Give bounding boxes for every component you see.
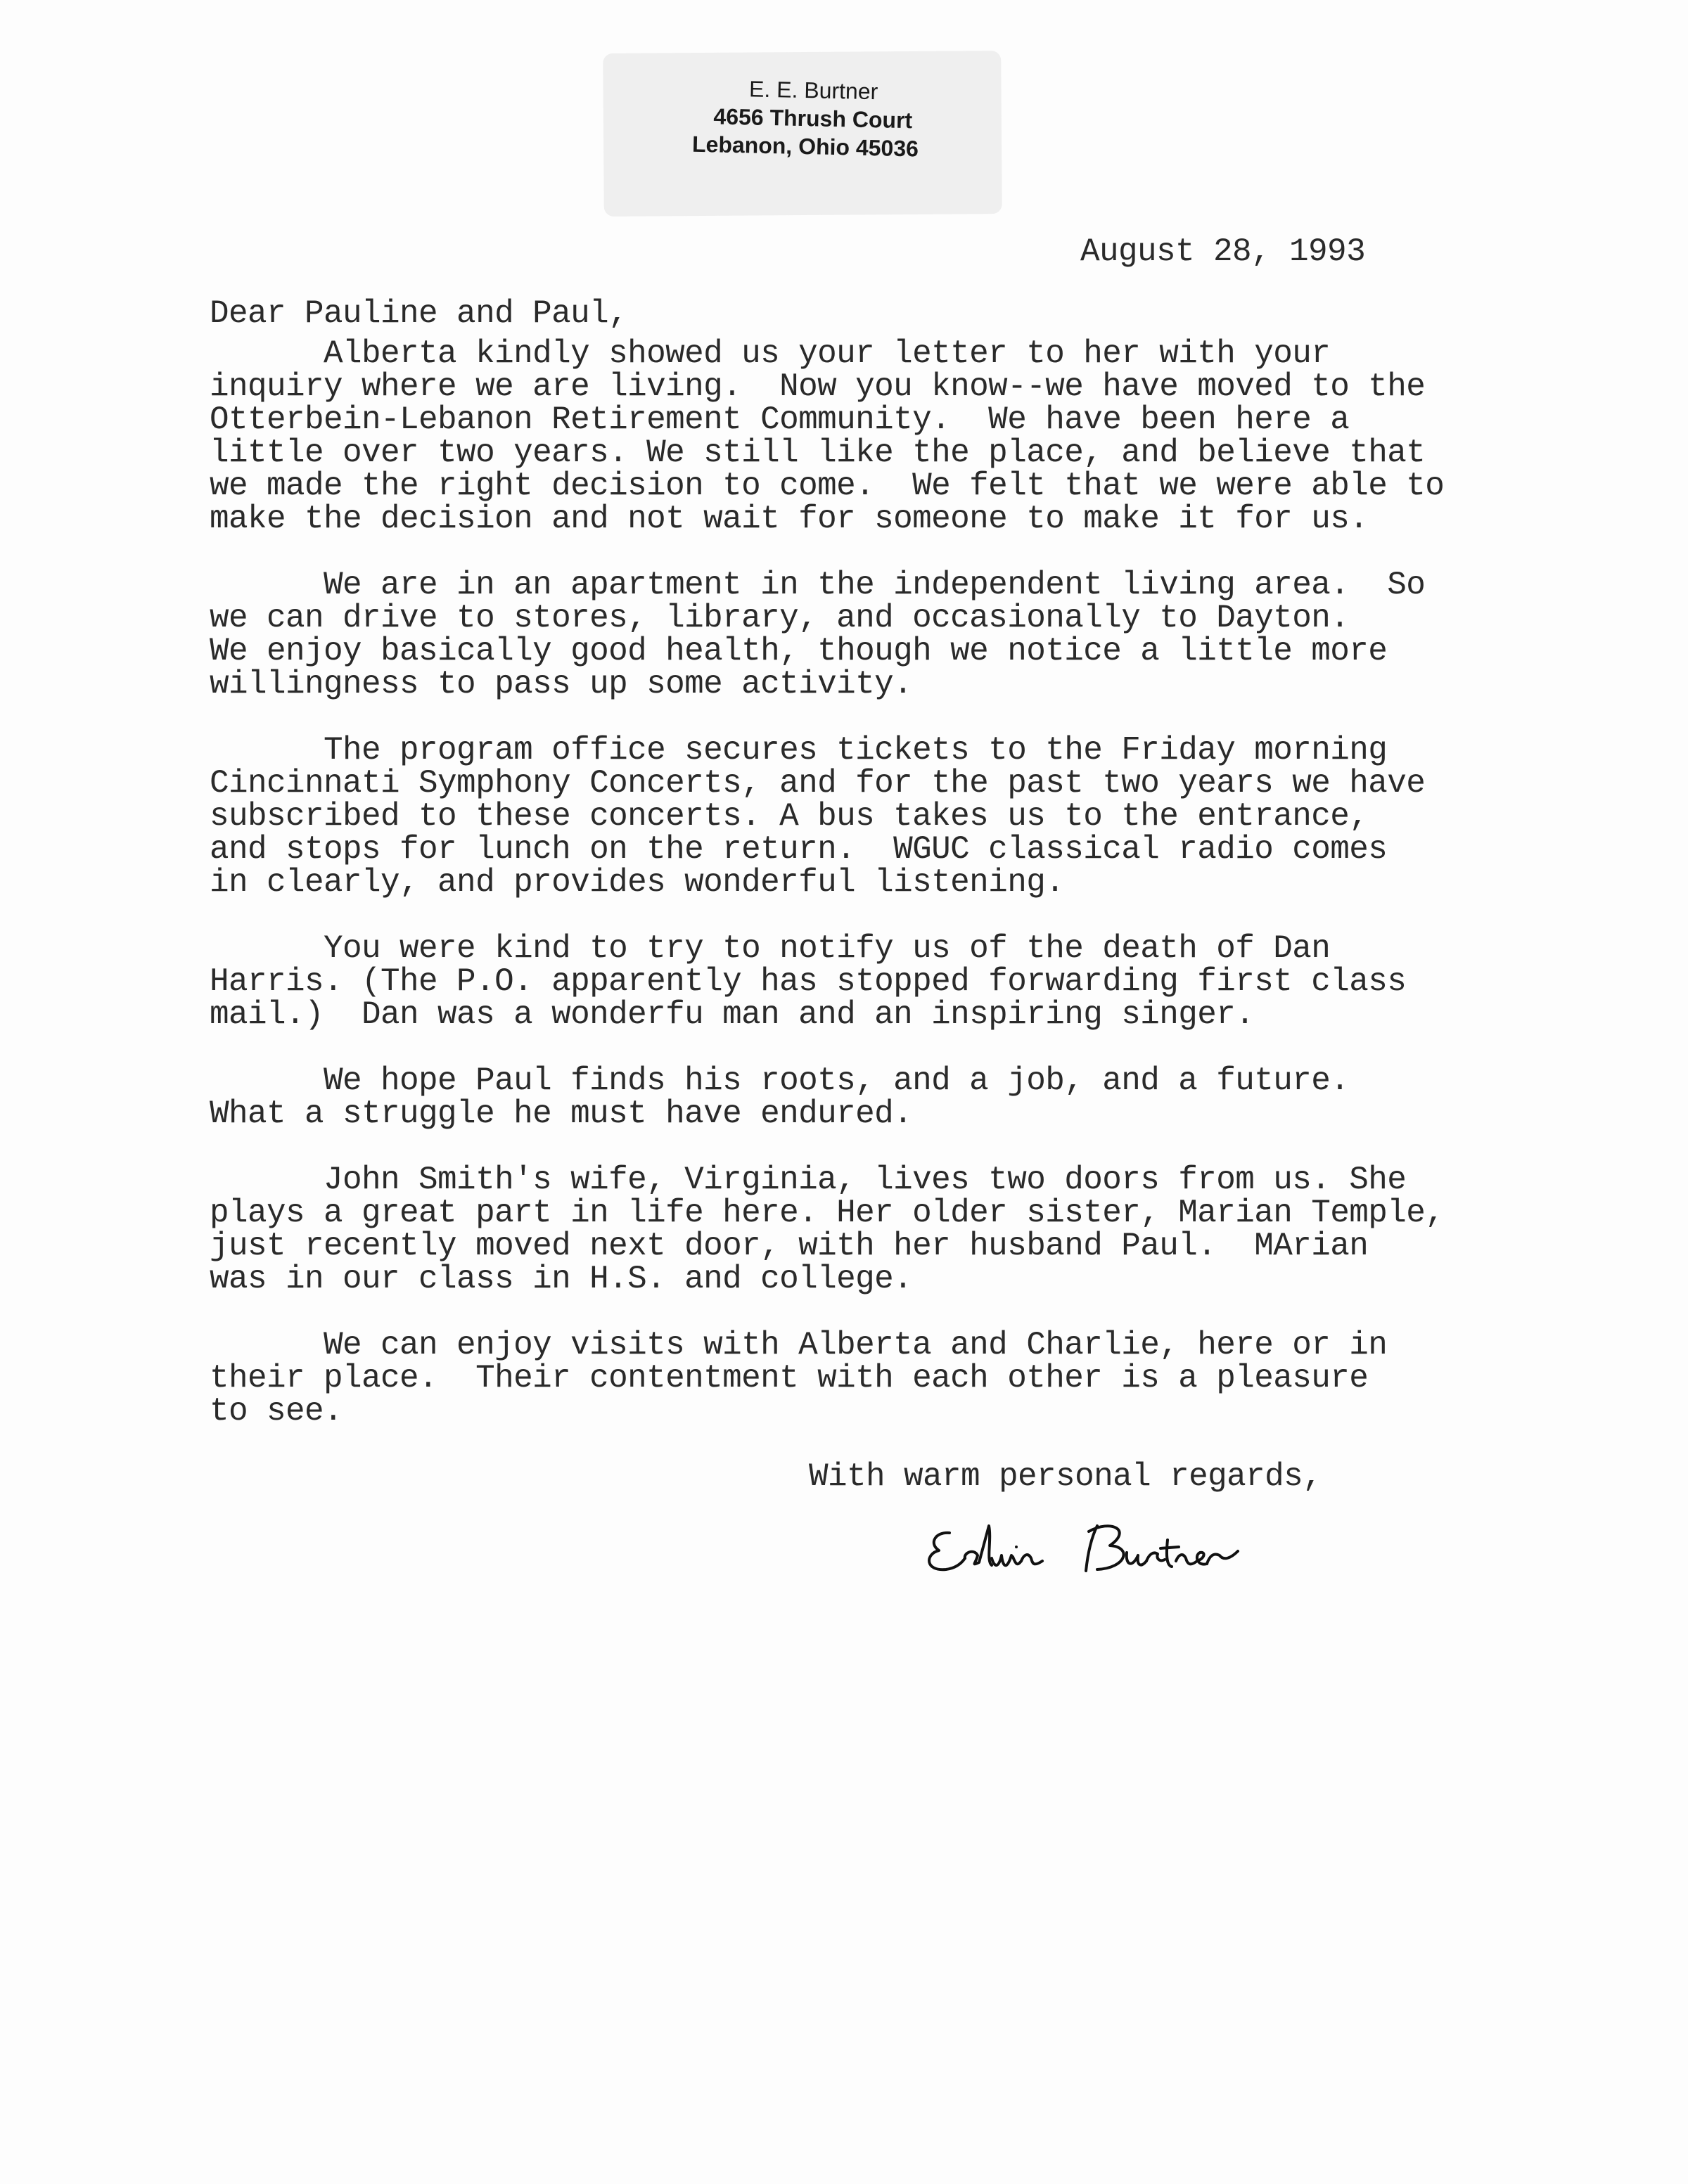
body-paragraph: The program office secures tickets to the Friday morning Cincinnati Symphony Concerts, and for the past two years we have subscribed to these concerts. A bus takes us to the entrance, and stops for lunch on the return. WGUC classical radio comes in clearly, and provides wonderful listening.	[210, 732, 1426, 901]
body-paragraph: We can enjoy visits with Alberta and Charlie, here or in their place. Their contentment with each other is a pleasure to see.	[210, 1327, 1388, 1430]
body-paragraph: Alberta kindly showed us your letter to her with your inquiry where we are living. Now you know--we have moved to the Otterbein-Lebanon Retirement Community. We have been here a little over two years. We still like the place, and believe that we made the right decision to come. We felt that we were able to make the decision and not wait for someone to make it for us.	[210, 335, 1445, 537]
sender-name: E. E. Burtner	[748, 76, 878, 105]
body-paragraph: We are in an apartment in the independent living area. So we can drive to stores, library, and occasionally to Dayton. We enjoy basically good health, though we notice a little more willingness to pass up some activity.	[210, 567, 1426, 702]
return-address-label	[603, 51, 1002, 217]
salutation: Dear Pauline and Paul,	[210, 295, 628, 332]
closing: With warm personal regards,	[809, 1458, 1322, 1495]
body-paragraph: We hope Paul finds his roots, and a job, and a future. What a struggle he must have endured.	[210, 1062, 1350, 1132]
sender-street: 4656 Thrush Court	[713, 103, 913, 134]
letter-date: August 28, 1993	[1080, 233, 1366, 270]
body-paragraph: You were kind to try to notify us of the death of Dan Harris. (The P.O. apparently has stopped forwarding first class mail.) Dan was a wonderfu man and an inspiring singer.	[210, 930, 1407, 1033]
letter-body	[210, 335, 1546, 1461]
handwritten-signature	[921, 1512, 1315, 1582]
sender-city: Lebanon, Ohio 45036	[691, 131, 919, 162]
body-paragraph: John Smith's wife, Virginia, lives two doors from us. She plays a great part in life here. Her older sister, Marian Temple, just recently moved next door, with her husband Paul. MArian was in our class in H.S. and college.	[210, 1162, 1445, 1297]
